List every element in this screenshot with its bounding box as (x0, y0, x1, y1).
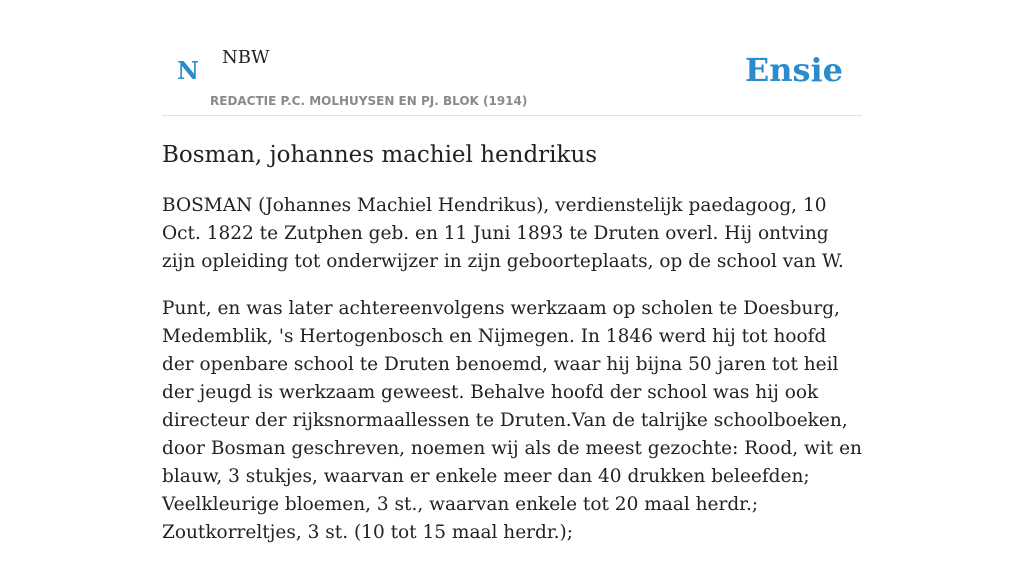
entry-title: Bosman, johannes machiel hendrikus (162, 142, 598, 168)
entry-header (162, 0, 862, 116)
page (162, 0, 862, 543)
entry-paragraph-2: Punt, en was later achtereenvolgens werkzaam op scholen te Doesburg, Medemblik, 's Hertogenbosch en Nijmegen. In 1846 werd hij tot hoofd der openbare school te Druten benoemd, waar hij bijna 50 jaren tot heil der jeugd is werkzaam geweest. Behalve hoofd der school was hij ook directeur der rijksnormaallessen te Druten.Van de talrijke schoolboeken, door Bosman geschreven, noemen wij als de meest gezochte: Rood, wit en blauw, 3 stukjes, waarvan er enkele meer dan 40 drukken beleefden; Veelkleurige bloemen, 3 st., waarvan enkele tot 20 maal herdr.; Zoutkorreltjes, 3 st. (10 tot 15 maal herdr.); (162, 298, 862, 543)
entry-paragraph-1: BOSMAN (Johannes Machiel Hendrikus), verdienstelijk paedagoog, 10 Oct. 1822 te Zutphen geb. en 11 Juni 1893 te Druten overl. Hij ontving zijn opleiding tot onderwijzer in zijn geboorteplaats, op de school van W. (162, 195, 844, 272)
source-logo-icon[interactable]: N (177, 56, 199, 85)
source-name-link[interactable]: NBW (222, 47, 270, 68)
entry-body (162, 192, 862, 566)
source-subtitle: REDACTIE P.C. MOLHUYSEN EN PJ. BLOK (1914) (210, 94, 528, 108)
ensie-logo-link[interactable]: Ensie (744, 51, 843, 89)
